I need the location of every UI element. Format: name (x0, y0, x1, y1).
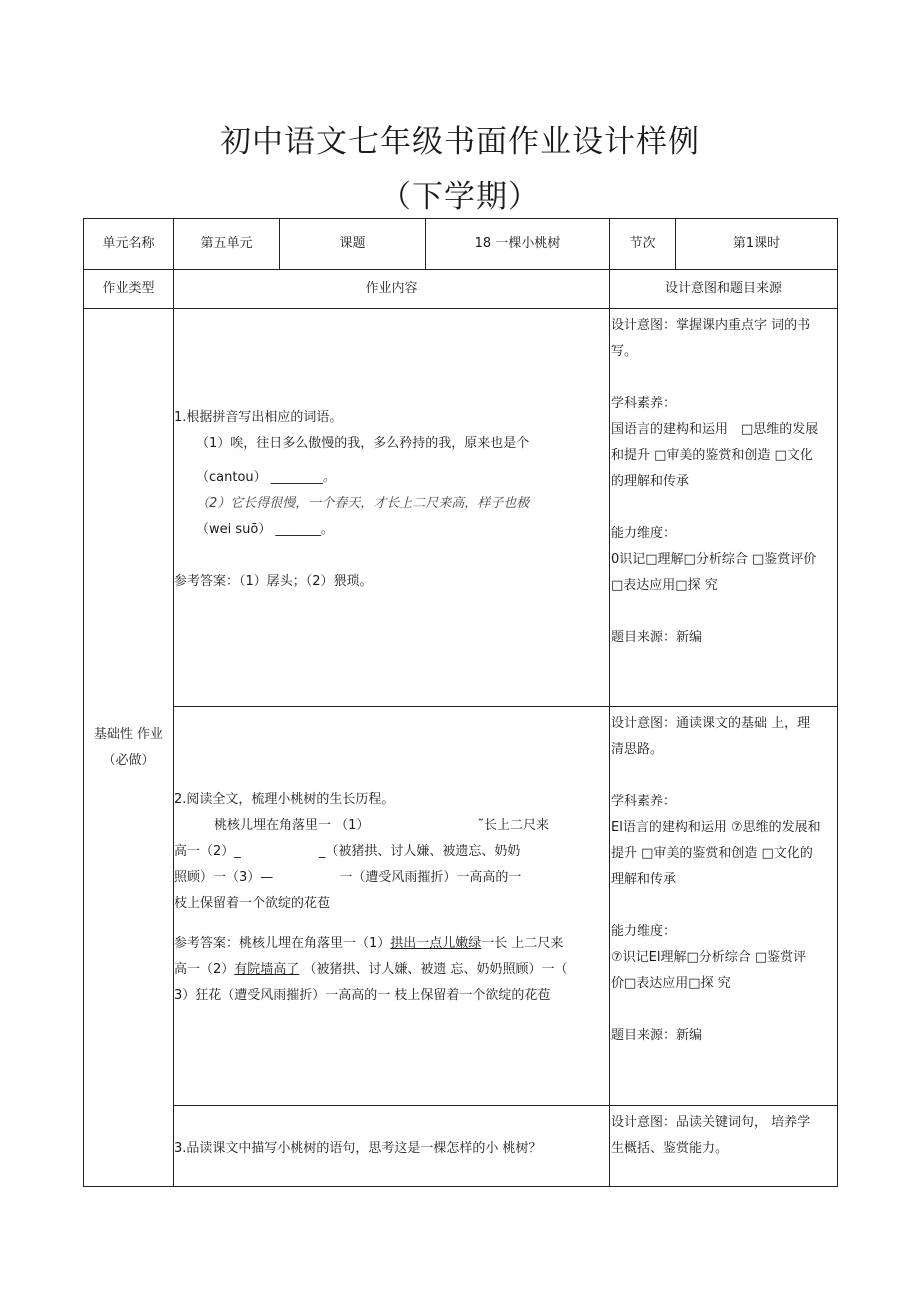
q2-ans1-c: 一长 上二尺来 (481, 936, 564, 951)
period-label: 节次 (610, 219, 676, 270)
d1-literacy-2: 和提升 □审美的鉴赏和创造 □文化 (611, 448, 813, 463)
column-header-row (84, 270, 838, 309)
d1-literacy-1: 国语言的建构和运用 □思维的发展 (611, 422, 819, 437)
d2-ability-1: ⑦识记El理解□分析综合 □鉴赏评 (611, 950, 807, 965)
d2-literacy-1: El语言的建构和运用 ⑦思维的发展和 (611, 820, 821, 835)
header-row (84, 219, 838, 270)
lesson-value: 18 一棵小桃树 (426, 219, 610, 270)
q1-answer: 参考答案：（1）孱头；（2）猥琐。 (174, 574, 373, 589)
unit-value: 第五单元 (174, 219, 280, 270)
d1-ability-2: □表达应用□探 究 (611, 578, 718, 593)
d1-literacy-3: 的理解和传承 (611, 474, 690, 489)
d1-ability-label: 能力维度： (611, 526, 677, 541)
design-header: 设计意图和题目来源 (610, 270, 838, 309)
homework-design-table (83, 218, 838, 1187)
d2-literacy-3: 理解和传承 (611, 872, 677, 887)
q2-answer-line2 (174, 957, 609, 983)
q1-pinyin-1: （cantou） (196, 470, 267, 485)
q2-line2 (174, 839, 609, 865)
page-subtitle: （下学期） (380, 179, 540, 215)
lesson-label: 课题 (280, 219, 426, 270)
q2-ans1-a: 参考答案：桃核儿埋在角落里一（1） (174, 936, 391, 951)
q1-line2 (174, 465, 609, 491)
q1-blank-1: ________ (270, 470, 323, 485)
content-header: 作业内容 (174, 270, 610, 309)
d3-intent-1: 设计意图：品读关键词句， 培养学 (611, 1115, 811, 1130)
q2-answer-line3: 3）狂花（遭受风雨摧折）一高高的一 枝上保留着一个欲绽的花苞 (174, 988, 551, 1003)
q2-line3-a: 照顾）一（3）— (174, 870, 274, 885)
d1-intent-1: 设计意图：掌握课内重点字 词的书 (611, 318, 811, 333)
period-value: 第1课时 (676, 219, 838, 270)
category-line1: 基础性 作业 (93, 726, 164, 742)
d1-literacy-label: 学科素养： (611, 396, 677, 411)
q1-line4 (174, 517, 609, 543)
q1-stem: 1.根据拼音写出相应的词语。 (174, 410, 343, 425)
q1-period-2: 。 (320, 522, 334, 537)
q2-line1-a: 桃核儿埋在角落里一 （1） (214, 818, 370, 833)
q2-line3-b: 一（遭受风雨摧折）一高高的一 (339, 870, 522, 885)
q2-ans2-c: （被猪拱、讨人嫌、被遗 忘、奶奶照顾）一（ (299, 962, 568, 977)
q2-line1-b: ˜长上二尺来 (477, 818, 550, 833)
question-row-2 (84, 707, 838, 1106)
design-2 (610, 707, 838, 1106)
question-3-content (174, 1106, 610, 1187)
q2-stem: 2.阅读全文，梳理小桃树的生长历程。 (174, 792, 395, 807)
d2-ability-2: 价□表达应用□探 究 (611, 976, 731, 991)
q1-period-1: 。 (322, 470, 336, 485)
q1-line1: （1）唉，往日多么傲慢的我，多么矜持的我，原来也是个 (196, 436, 530, 451)
q1-pinyin-2: （wei suō） (196, 522, 272, 537)
unit-label: 单元名称 (84, 219, 174, 270)
q2-ans2-a: 高一（2） (174, 962, 235, 977)
d1-intent-2: 写。 (611, 344, 638, 359)
d1-ability-1: 0识记□理解□分析综合 □鉴赏评价 (611, 552, 817, 567)
q2-line3 (174, 865, 609, 891)
question-row-1 (84, 309, 838, 707)
q2-line4: 枝上保留着一个欲绽的花苞 (174, 896, 331, 911)
d2-literacy-2: 提升 □审美的鉴赏和创造 □文化的 (611, 846, 813, 861)
q2-answer-line1 (174, 931, 609, 957)
d3-intent-2: 生概括、鉴赏能力。 (611, 1141, 729, 1156)
q2-line1 (174, 813, 609, 839)
type-header: 作业类型 (84, 270, 174, 309)
d2-intent-1: 设计意图：通读课文的基础 上，理 (611, 716, 811, 731)
category-cell (84, 309, 174, 1187)
q1-line3: （2）它长得很慢，一个春天，才长上二尺来高，样子也极 (196, 496, 530, 511)
d1-source: 题目来源：新编 (611, 630, 703, 645)
q2-line2-b: _（被猪拱、讨人嫌、被遗忘、奶奶 (318, 844, 521, 859)
q1-blank-2: _______ (275, 522, 321, 537)
question-2-content (174, 707, 610, 1106)
q2-ans1-b: 拱出一点儿嫩绿 (390, 936, 482, 951)
design-3 (610, 1106, 838, 1187)
d2-intent-2: 清思路。 (611, 742, 664, 757)
category-line2: （必做） (102, 752, 155, 768)
question-1-content (174, 309, 610, 707)
q2-ans2-b: 有院墙高了 (234, 962, 300, 977)
page-title: 初中语文七年级书面作业设计样例 (220, 124, 700, 160)
question-row-3 (84, 1106, 838, 1187)
d2-literacy-label: 学科素养： (611, 794, 677, 809)
q3-stem: 3.品读课文中描写小桃树的语句，思考这是一棵怎样的小 桃树？ (174, 1141, 542, 1156)
d2-source: 题目来源：新编 (611, 1028, 703, 1043)
design-1 (610, 309, 838, 707)
d2-ability-label: 能力维度： (611, 924, 677, 939)
q2-line2-a: 高一（2）_ (174, 844, 241, 859)
